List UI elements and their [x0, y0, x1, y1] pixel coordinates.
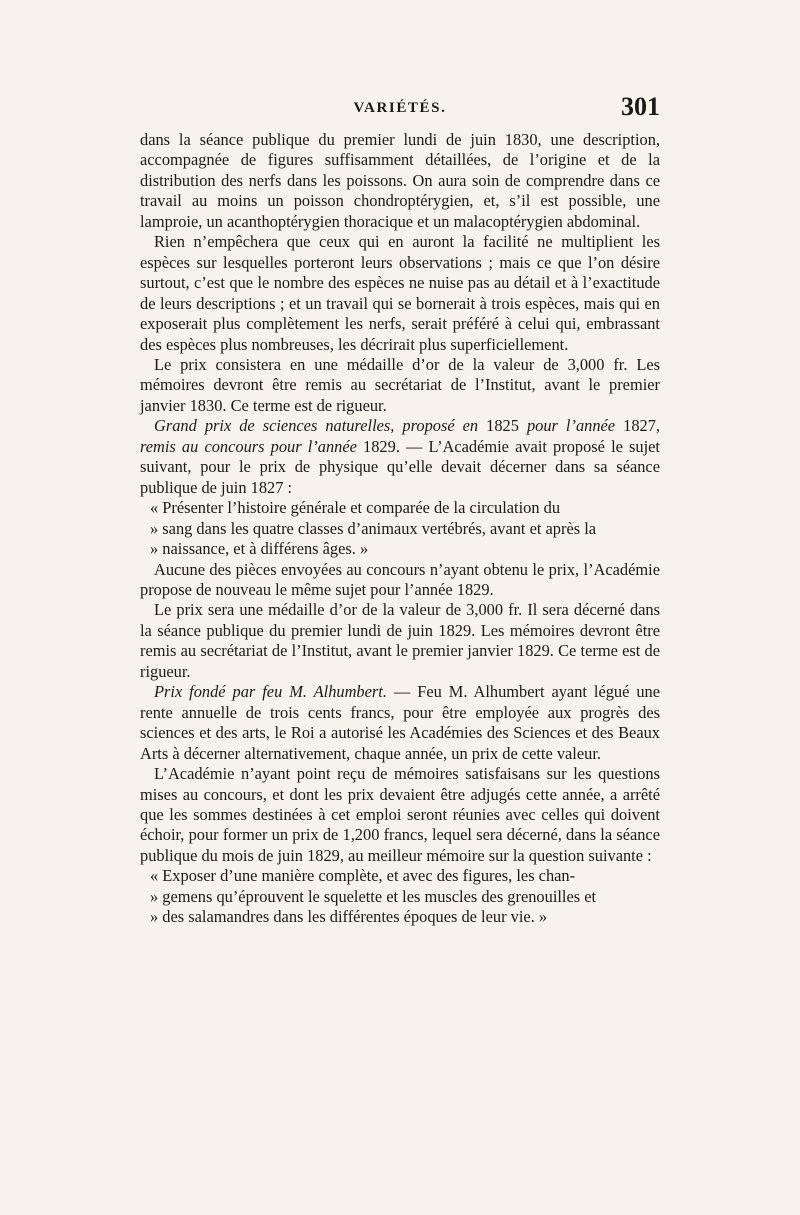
grand-prix-text: — L’Académie avait proposé le sujet suivant, pour le prix de physique qu’elle devait décerner dans sa séance publique de juin 1827 :: [140, 436, 660, 497]
quote-circulation: [140, 498, 660, 559]
quote-line: « Exposer d’une manière complète, et avec des figures, les chan-: [150, 866, 576, 886]
grand-prix-heading-a: Grand prix de sciences naturelles, proposé en: [154, 416, 479, 436]
paragraph-prix-medaille: Le prix consistera en une médaille d’or de la valeur de 3,000 fr. Les mémoires devront être remis au secrétariat de l’Institut, avant le premier janvier 1830. Ce terme est de rigueur.: [140, 354, 660, 415]
page-header: [140, 92, 660, 130]
paragraph-alhumbert: [140, 682, 660, 764]
alhumbert-heading: Prix fondé par feu M. Alhumbert.: [154, 682, 387, 702]
grand-prix-year-c: 1829.: [363, 436, 400, 456]
paragraph-academie-reunies: L’Académie n’ayant point reçu de mémoires satisfaisans sur les questions mises au concours, et dont les prix devaient être adjugés cette année, a arrêté que les sommes destinées à cet emploi seront réunies avec celles qui doivent échoir, pour former un prix de 1,200 francs, lequel sera décerné, dans la séance publique du mois de juin 1829, au meilleur mémoire sur la question suivante :: [140, 764, 660, 865]
paragraph-prix-1829: Le prix sera une médaille d’or de la valeur de 3,000 fr. Il sera décerné dans la séance publique du premier lundi de juin 1829. Les mémoires devront être remis au secrétariat de l’Institut, avant le premier janvier 1829. Ce terme est de rigueur.: [140, 600, 660, 681]
quote-line: » sang dans les quatre classes d’animaux vertébrés, avant et après la: [150, 518, 597, 538]
alhumbert-text: — Feu M. Alhumbert ayant légué une rente annuelle de trois cents francs, pour être employée aux progrès des sciences et des arts, le Roi a autorisé les Académies des Sciences et des Beaux Arts à décerner alternativement, chaque année, un prix de cette valeur.: [140, 682, 660, 763]
page-number: 301: [621, 92, 660, 121]
grand-prix-year-a: 1825: [486, 416, 519, 436]
paragraph-grand-prix: [140, 416, 660, 498]
paragraph-aucune-piece: Aucune des pièces envoyées au concours n’ayant obtenu le prix, l’Académie propose de nouveau le même sujet pour l’année 1829.: [140, 559, 660, 599]
running-head: VARIÉTÉS.: [353, 100, 447, 116]
grand-prix-year-b: 1827,: [623, 416, 661, 436]
body-text: [140, 130, 660, 928]
quote-line: « Présenter l’histoire générale et comparée de la circulation du: [150, 498, 561, 518]
quote-line: » gemens qu’éprouvent le squelette et les muscles des grenouilles et: [150, 886, 597, 906]
grand-prix-heading-c: remis au concours pour l’année: [140, 436, 357, 456]
quote-squelette: [140, 866, 660, 927]
quote-line: » des salamandres dans les différentes époques de leur vie. »: [150, 907, 548, 927]
grand-prix-heading-b: pour l’année: [526, 416, 616, 436]
paragraph-nerfs-poissons: dans la séance publique du premier lundi de juin 1830, une description, accompagnée de figures suffisamment détaillées, de l’origine et de la distribution des nerfs dans les poissons. On aura soin de comprendre dans ce travail au moins un poisson chondroptérygien, et, s’il est possible, une lamproie, un acanthoptérygien thoracique et un malacoptérygien abdominal.: [140, 130, 660, 231]
quote-line: » naissance, et à différens âges. »: [150, 539, 369, 559]
paragraph-especes: Rien n’empêchera que ceux qui en auront la facilité ne multiplient les espèces sur lesquelles porteront leurs observations ; mais ce que l’on désire surtout, c’est que le nombre des espèces ne nuise pas au détail et à l’exactitude de leurs descriptions ; et un travail qui se bornerait à trois espèces, mais qui en exposerait plus complètement les nerfs, serait préféré à celui qui, embrassant des espèces plus nombreuses, les décrirait plus superficiellement.: [140, 232, 660, 354]
